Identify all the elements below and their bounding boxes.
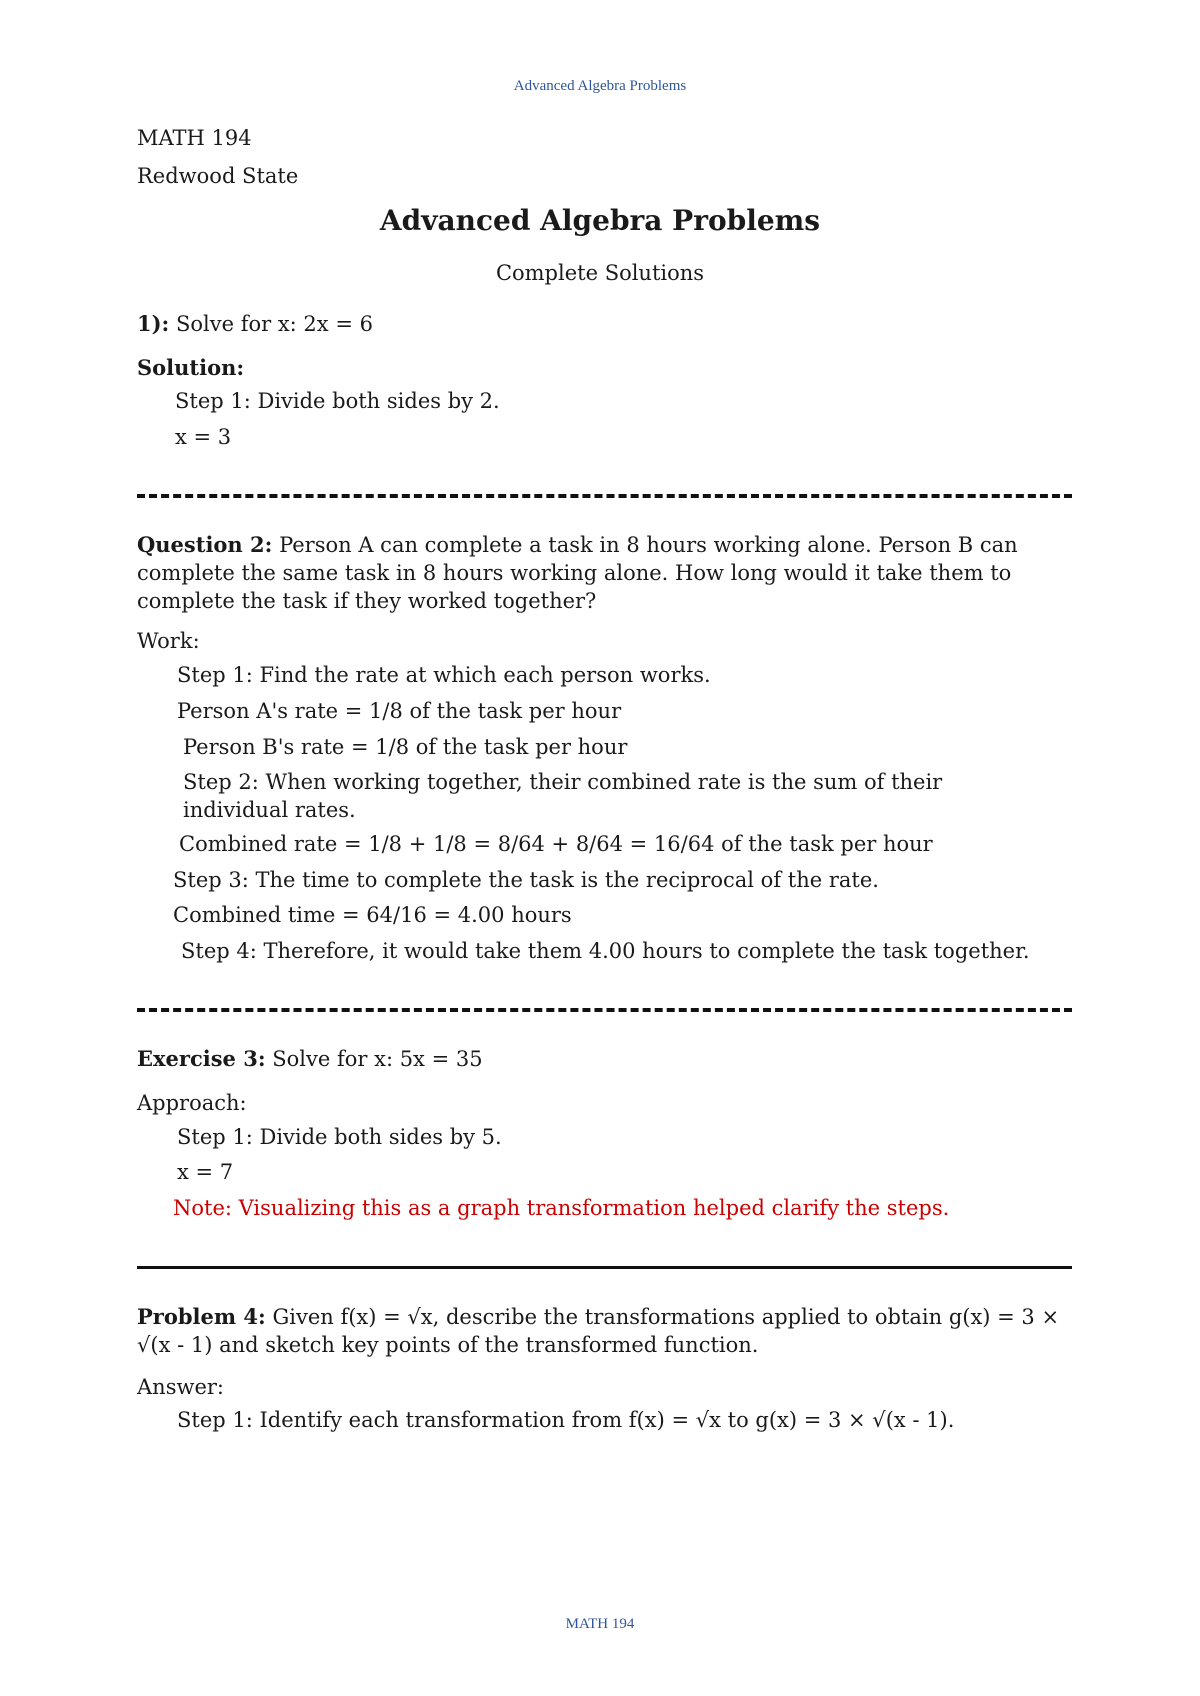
problem-1-heading bbox=[137, 310, 373, 338]
problem-4-step: Step 1: Identify each transformation from f(x) = √x to g(x) = 3 × √(x - 1). bbox=[177, 1408, 955, 1432]
problem-3-work-label: Approach: bbox=[137, 1091, 247, 1115]
problem-2-step: Step 4: Therefore, it would take them 4.00 hours to complete the task together. bbox=[181, 939, 1030, 963]
problem-4-label: Problem 4: bbox=[137, 1304, 266, 1329]
problem-2-step: Person B's rate = 1/8 of the task per hour bbox=[183, 735, 628, 759]
problem-2-step: Combined time = 64/16 = 4.00 hours bbox=[173, 903, 572, 927]
problem-3-label: Exercise 3: bbox=[137, 1046, 266, 1071]
problem-3-note: Note: Visualizing this as a graph transformation helped clarify the steps. bbox=[173, 1196, 950, 1220]
section-divider bbox=[137, 1008, 1072, 1012]
problem-1-prompt: Solve for x: 2x = 6 bbox=[176, 312, 373, 336]
problem-2-step: Step 3: The time to complete the task is the reciprocal of the rate. bbox=[173, 868, 879, 892]
problem-1-work-label: Solution: bbox=[137, 355, 245, 380]
problem-2-step: Combined rate = 1/8 + 1/8 = 8/64 + 8/64 = 16/64 of the task per hour bbox=[179, 832, 933, 856]
problem-1-label: 1): bbox=[137, 311, 170, 336]
problem-3-step: Step 1: Divide both sides by 5. bbox=[177, 1125, 502, 1149]
section-divider bbox=[137, 494, 1072, 498]
problem-3-heading bbox=[137, 1045, 483, 1073]
problem-2-step: Step 1: Find the rate at which each person works. bbox=[177, 663, 711, 687]
running-header: Advanced Algebra Problems bbox=[513, 78, 687, 94]
problem-2-work-label: Work: bbox=[137, 629, 200, 653]
school-name: Redwood State bbox=[137, 164, 299, 188]
section-divider bbox=[137, 1266, 1072, 1269]
problem-3-prompt: Solve for x: 5x = 35 bbox=[272, 1047, 483, 1071]
problem-2-step: Person A's rate = 1/8 of the task per hour bbox=[177, 699, 622, 723]
problem-4-heading bbox=[137, 1303, 1072, 1359]
document-title: Advanced Algebra Problems bbox=[379, 204, 821, 237]
problem-1-step: Step 1: Divide both sides by 2. bbox=[175, 389, 500, 413]
problem-2-prompt: Person A can complete a task in 8 hours working alone. Person B can complete the same task in 8 hours working alone. How long would it take them to complete the task if they worked together? bbox=[137, 533, 1018, 613]
problem-2-label: Question 2: bbox=[137, 532, 273, 557]
running-footer: MATH 194 bbox=[565, 1616, 635, 1632]
problem-4-work-label: Answer: bbox=[137, 1375, 224, 1399]
course-code: MATH 194 bbox=[137, 126, 252, 150]
problem-1-step: x = 3 bbox=[175, 425, 232, 449]
problem-3-step: x = 7 bbox=[177, 1160, 234, 1184]
problem-4-prompt: Given f(x) = √x, describe the transformations applied to obtain g(x) = 3 × √(x - 1) and sketch key points of the transformed function. bbox=[137, 1305, 1060, 1357]
problem-2-step: Step 2: When working together, their combined rate is the sum of their individual rates. bbox=[183, 770, 943, 822]
document-subtitle: Complete Solutions bbox=[495, 261, 705, 285]
problem-2-heading bbox=[137, 531, 1072, 615]
